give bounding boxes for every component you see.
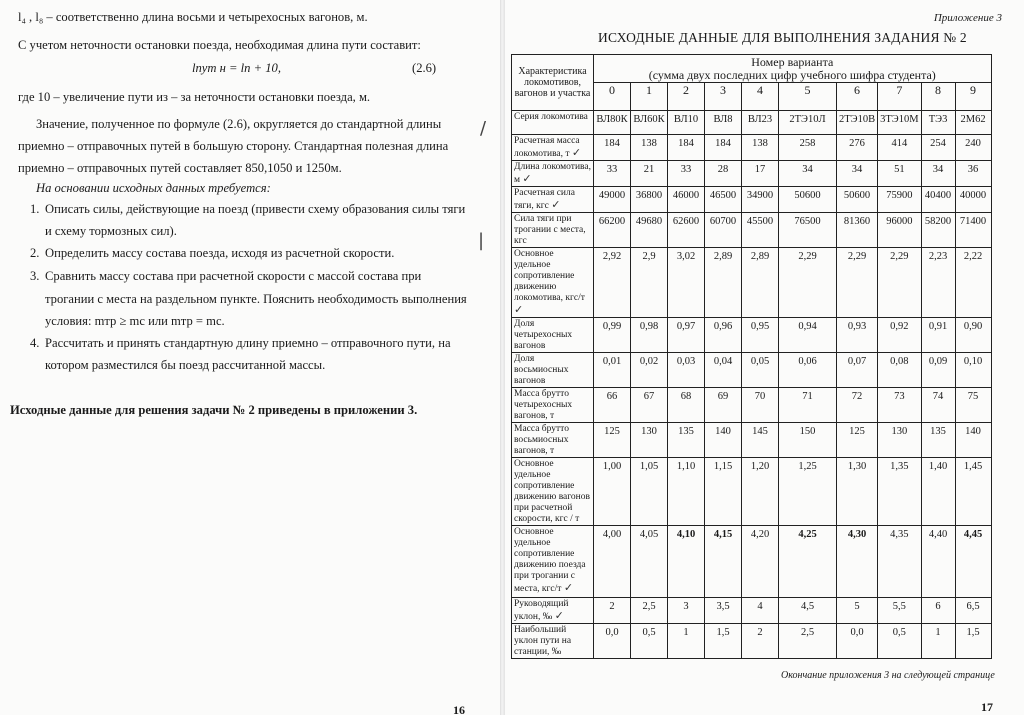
row-label-text: Расчетная сила тяги, кгс: [514, 188, 575, 211]
table-cell: 66: [594, 388, 631, 423]
row-label-text: Расчетная масса локомотива, т: [514, 136, 580, 159]
table-cell: 0,02: [631, 353, 668, 388]
table-cell: 2,22: [955, 248, 991, 318]
table-cell: 0,96: [705, 318, 742, 353]
variant-header-subtitle: (сумма двух последних цифр учебного шифра студента): [648, 67, 936, 82]
table-cell: 184: [668, 135, 705, 161]
row-label: [512, 161, 594, 187]
table-cell: 33: [668, 161, 705, 187]
table-row: [512, 458, 992, 526]
table-cell: 96000: [878, 213, 921, 248]
table-cell: 17: [742, 161, 779, 187]
table-row: [512, 111, 992, 135]
table-cell: 0,90: [955, 318, 991, 353]
table-cell: 1,25: [779, 458, 837, 526]
table-cell: 138: [631, 135, 668, 161]
table-cell: 70: [742, 388, 779, 423]
table-cell: 4,40: [921, 526, 955, 598]
table-cell: 4,20: [742, 526, 779, 598]
table-cell: 72: [837, 388, 878, 423]
table-cell: 138: [742, 135, 779, 161]
variant-number: 9: [955, 83, 991, 111]
table-cell: 6,5: [955, 598, 991, 624]
table-cell: 140: [955, 423, 991, 458]
task-line: трогании с места на раздельном пункте. Пояснить необходимость выполнения: [45, 292, 467, 306]
table-cell: 1: [921, 624, 955, 659]
table-cell: 74: [921, 388, 955, 423]
table-row: [512, 248, 992, 318]
table-cell: 240: [955, 135, 991, 161]
task-line: котором разместился бы поезд рассчитанной массы.: [45, 358, 326, 372]
table-cell: 1: [668, 624, 705, 659]
row-label: [512, 388, 594, 423]
table-cell: 130: [631, 423, 668, 458]
variant-number: 4: [742, 83, 779, 111]
table-cell: 2,89: [742, 248, 779, 318]
table-cell: 4,45: [955, 526, 991, 598]
task-number: 1.: [30, 202, 40, 216]
table-cell: 135: [668, 423, 705, 458]
table-cell: 145: [742, 423, 779, 458]
table-cell: 69: [705, 388, 742, 423]
row-label-text: Основное удельное сопротивление движению вагонов при расчетной скорости, кгс / т: [514, 459, 591, 524]
table-cell: 0,03: [668, 353, 705, 388]
table-cell: 49680: [631, 213, 668, 248]
check-mark-icon: ✓: [563, 581, 574, 594]
variant-number: 7: [878, 83, 921, 111]
table-cell: 5: [837, 598, 878, 624]
table-cell: 184: [705, 135, 742, 161]
table-cell: 2,5: [631, 598, 668, 624]
table-row: [512, 187, 992, 213]
table-cell: 0,01: [594, 353, 631, 388]
left-page: [0, 0, 500, 715]
corner-header: Характеристика локомотивов, вагонов и участка: [512, 55, 594, 111]
table-cell: 0,95: [742, 318, 779, 353]
table-cell: 135: [921, 423, 955, 458]
table-cell: 71400: [955, 213, 991, 248]
row-label: [512, 353, 594, 388]
page-number: 17: [981, 700, 993, 714]
data-table: [511, 54, 992, 659]
variant-number: 5: [779, 83, 837, 111]
table-cell: 4: [742, 598, 779, 624]
table-cell: 50600: [837, 187, 878, 213]
table-cell: 0,5: [631, 624, 668, 659]
row-label: [512, 135, 594, 161]
table-cell: 2,29: [837, 248, 878, 318]
task-line: Определить массу состава поезда, исходя из расчетной скорости.: [45, 246, 395, 260]
margin-mark: |: [478, 230, 485, 251]
table-cell: 0,10: [955, 353, 991, 388]
table-cell: 4,5: [779, 598, 837, 624]
table-cell: 0,06: [779, 353, 837, 388]
table-row: [512, 161, 992, 187]
check-mark-icon: ✓: [514, 303, 524, 316]
table-cell: 34: [921, 161, 955, 187]
page-number: 16: [453, 703, 465, 717]
table-cell: 58200: [921, 213, 955, 248]
table-cell: 1,10: [668, 458, 705, 526]
table-cell: 40400: [921, 187, 955, 213]
table-cell: ВЛ10: [668, 111, 705, 135]
variant-number: 1: [631, 83, 668, 111]
table-cell: 0,04: [705, 353, 742, 388]
table-row: [512, 526, 992, 598]
table-row: [512, 598, 992, 624]
row-label-text: Доля четырехосных вагонов: [514, 319, 573, 351]
table-cell: 254: [921, 135, 955, 161]
table-cell: 4,00: [594, 526, 631, 598]
task-line: Описать силы, действующие на поезд (привести схему образования силы тяги: [45, 202, 466, 216]
table-row: [512, 135, 992, 161]
table-cell: 4,10: [668, 526, 705, 598]
table-cell: 45500: [742, 213, 779, 248]
table-cell: 60700: [705, 213, 742, 248]
table-cell: 62600: [668, 213, 705, 248]
table-cell: 3: [668, 598, 705, 624]
table-row: [512, 213, 992, 248]
table-row: [512, 624, 992, 659]
table-cell: 49000: [594, 187, 631, 213]
text-line: где 10 – увеличение пути из – за неточности остановки поезда, м.: [18, 90, 371, 104]
row-label: [512, 318, 594, 353]
table-row: [512, 353, 992, 388]
table-cell: 73: [878, 388, 921, 423]
table-cell: 75900: [878, 187, 921, 213]
table-cell: 2,92: [594, 248, 631, 318]
table-cell: 0,99: [594, 318, 631, 353]
table-cell: 75: [955, 388, 991, 423]
table-cell: ВЛ60К: [631, 111, 668, 135]
row-label-text: Сила тяги при трогании с места, кгс: [514, 214, 586, 246]
variant-header: [594, 55, 992, 83]
table-cell: 4,15: [705, 526, 742, 598]
row-label: [512, 458, 594, 526]
check-mark-icon: ✓: [554, 609, 564, 622]
check-mark-icon: ✓: [571, 146, 582, 159]
table-cell: 0,0: [837, 624, 878, 659]
table-cell: 4,05: [631, 526, 668, 598]
table-cell: 125: [837, 423, 878, 458]
paragraph-line: приемно – отправочных путей в большую сторону. Стандартная полезная длина: [18, 139, 449, 153]
table-cell: 34: [837, 161, 878, 187]
table-cell: 1,35: [878, 458, 921, 526]
check-mark-icon: ✓: [522, 172, 532, 185]
row-label: [512, 213, 594, 248]
table-cell: 4,25: [779, 526, 837, 598]
row-label-text: Основное удельное сопротивление движению поезда при трогании с места, кгс/т: [514, 527, 586, 594]
task-number: 4.: [30, 336, 40, 350]
table-cell: 5,5: [878, 598, 921, 624]
table-cell: 34: [779, 161, 837, 187]
text-line: l₄ , l₈ – соответственно длина восьми и четырехосных вагонов, м.: [18, 10, 368, 24]
table-cell: 3,5: [705, 598, 742, 624]
variant-header-title: Номер варианта: [751, 54, 834, 69]
table-cell: ТЭ3: [921, 111, 955, 135]
row-label: [512, 248, 594, 318]
table-cell: 36800: [631, 187, 668, 213]
table-cell: 34900: [742, 187, 779, 213]
table-cell: 1,15: [705, 458, 742, 526]
table-cell: 46000: [668, 187, 705, 213]
row-label-text: Длина локомотива, м: [514, 162, 591, 185]
variant-number: 6: [837, 83, 878, 111]
table-cell: 36: [955, 161, 991, 187]
table-cell: 0,5: [878, 624, 921, 659]
row-label: [512, 598, 594, 624]
table-cell: 0,92: [878, 318, 921, 353]
row-label: [512, 624, 594, 659]
variant-number: 8: [921, 83, 955, 111]
table-cell: 0,07: [837, 353, 878, 388]
table-cell: 2,23: [921, 248, 955, 318]
task-number: 3.: [30, 269, 40, 283]
required-heading: На основании исходных данных требуется:: [36, 181, 271, 195]
paragraph-line: приемно – отправочных путей составляет 850,1050 и 1250м.: [18, 161, 342, 175]
paragraph-line: Значение, полученное по формуле (2.6), округляется до стандартной длины: [36, 117, 442, 131]
task-line: и схему тормозных сил).: [45, 224, 177, 238]
table-row: [512, 388, 992, 423]
table-cell: ВЛ23: [742, 111, 779, 135]
table-cell: 28: [705, 161, 742, 187]
table-cell: 0,91: [921, 318, 955, 353]
table-cell: 0,97: [668, 318, 705, 353]
table-cell: 46500: [705, 187, 742, 213]
table-cell: 2,9: [631, 248, 668, 318]
footer-note: Исходные данные для решения задачи № 2 приведены в приложении 3.: [10, 403, 418, 417]
margin-mark: /: [480, 118, 487, 139]
table-row: [512, 423, 992, 458]
table-cell: 2ТЭ10Л: [779, 111, 837, 135]
right-page: [505, 0, 1024, 715]
table-cell: 2: [742, 624, 779, 659]
row-label-text: Основное удельное сопротивление движению локомотива, кгс/т: [514, 249, 585, 303]
task-line: Сравнить массу состава при расчетной скорости с массой состава при: [45, 269, 422, 283]
appendix-label: Приложение 3: [933, 12, 1002, 24]
task-line: Рассчитать и принять стандартную длину приемно – отправочного пути, на: [45, 336, 451, 350]
table-cell: 81360: [837, 213, 878, 248]
table-cell: 0,05: [742, 353, 779, 388]
row-label: [512, 423, 594, 458]
table-cell: 125: [594, 423, 631, 458]
table-cell: 4,35: [878, 526, 921, 598]
table-cell: 0,09: [921, 353, 955, 388]
table-cell: 2,29: [878, 248, 921, 318]
row-label-text: Масса брутто четырехосных вагонов, т: [514, 389, 573, 421]
variant-number: 0: [594, 83, 631, 111]
table-cell: ВЛ80К: [594, 111, 631, 135]
variant-number: 3: [705, 83, 742, 111]
table-cell: 1,20: [742, 458, 779, 526]
table-cell: 71: [779, 388, 837, 423]
text-line: С учетом неточности остановки поезда, необходимая длина пути составит:: [18, 38, 421, 52]
table-cell: 76500: [779, 213, 837, 248]
table-cell: 67: [631, 388, 668, 423]
table-cell: 0,98: [631, 318, 668, 353]
row-label-text: Доля восьмиосных вагонов: [514, 354, 569, 386]
row-label-text: Руководящий уклон, ‰: [514, 599, 569, 622]
table-cell: 1,00: [594, 458, 631, 526]
row-label-text: Масса брутто восьмиосных вагонов, т: [514, 424, 569, 456]
table-cell: 6: [921, 598, 955, 624]
table-cell: 1,5: [955, 624, 991, 659]
table-cell: 1,5: [705, 624, 742, 659]
table-cell: 66200: [594, 213, 631, 248]
table-cell: 0,94: [779, 318, 837, 353]
table-cell: 2,89: [705, 248, 742, 318]
task-number: 2.: [30, 246, 40, 260]
table-cell: 0,08: [878, 353, 921, 388]
row-label: [512, 187, 594, 213]
table-cell: 1,45: [955, 458, 991, 526]
table-cell: 184: [594, 135, 631, 161]
table-cell: 2ТЭ10В: [837, 111, 878, 135]
table-cell: 21: [631, 161, 668, 187]
table-cell: 50600: [779, 187, 837, 213]
table-cell: 51: [878, 161, 921, 187]
task-line: условия: mтр ≥ mс или mтр = mс.: [45, 314, 225, 328]
row-label: [512, 111, 594, 135]
table-cell: 258: [779, 135, 837, 161]
end-note: Окончание приложения 3 на следующей странице: [781, 670, 995, 681]
table-cell: 276: [837, 135, 878, 161]
table-cell: 3ТЭ10М: [878, 111, 921, 135]
table-cell: 1,40: [921, 458, 955, 526]
table-cell: 2,29: [779, 248, 837, 318]
variant-number: 2: [668, 83, 705, 111]
row-label-text: Наибольший уклон пути на станции, ‰: [514, 625, 572, 657]
table-row: [512, 318, 992, 353]
row-label: [512, 526, 594, 598]
table-cell: 0,0: [594, 624, 631, 659]
table-cell: 2: [594, 598, 631, 624]
table-cell: 68: [668, 388, 705, 423]
table-cell: 414: [878, 135, 921, 161]
table-cell: 2М62: [955, 111, 991, 135]
table-cell: 2,5: [779, 624, 837, 659]
table-cell: 1,05: [631, 458, 668, 526]
table-cell: 130: [878, 423, 921, 458]
table-cell: ВЛ8: [705, 111, 742, 135]
table-cell: 4,30: [837, 526, 878, 598]
table-title: ИСХОДНЫЕ ДАННЫЕ ДЛЯ ВЫПОЛНЕНИЯ ЗАДАНИЯ № 2: [598, 30, 967, 45]
table-cell: 150: [779, 423, 837, 458]
table-cell: 1,30: [837, 458, 878, 526]
formula: lпут н = lп + 10,: [192, 61, 282, 75]
table-cell: 140: [705, 423, 742, 458]
table-cell: 3,02: [668, 248, 705, 318]
row-label-text: Серия локомотива: [514, 112, 588, 122]
table-cell: 0,93: [837, 318, 878, 353]
check-mark-icon: ✓: [551, 198, 561, 211]
table-cell: 40000: [955, 187, 991, 213]
table-cell: 33: [594, 161, 631, 187]
formula-number: (2.6): [412, 61, 437, 75]
